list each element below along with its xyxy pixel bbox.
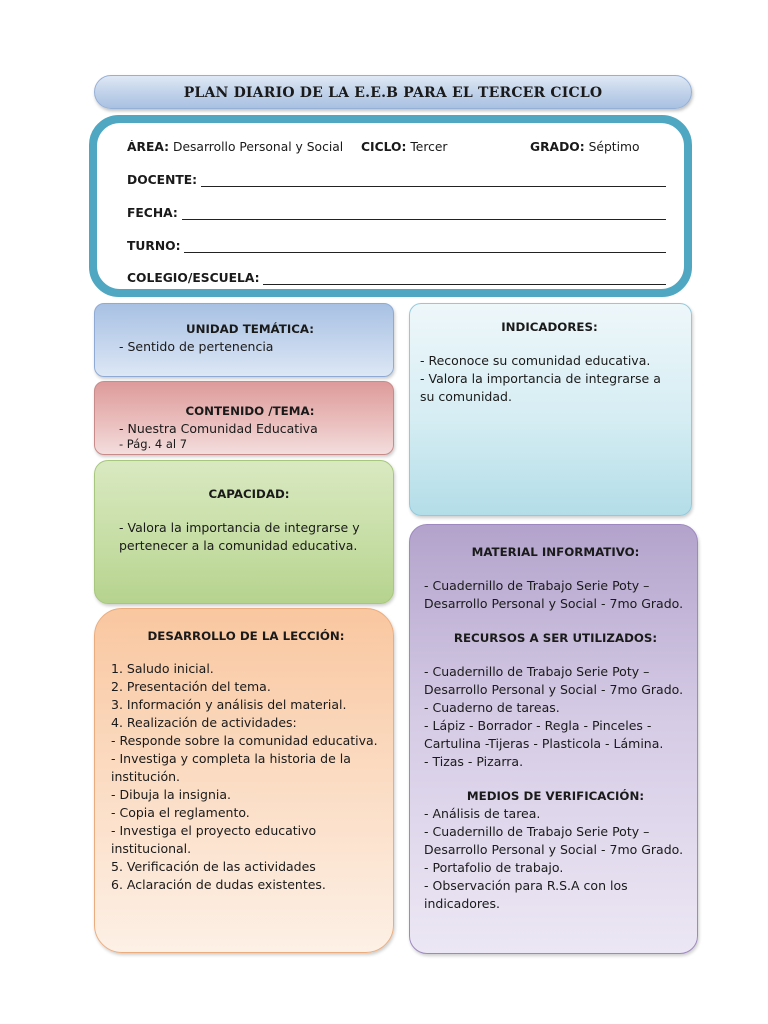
list-item: 4. Realización de actividades:	[111, 715, 297, 730]
list-item: - Copia el reglamento.	[111, 805, 250, 820]
unidad-heading: UNIDAD TEMÁTICA:	[186, 322, 314, 336]
fecha-label: FECHA:	[127, 206, 178, 220]
info-panel	[95, 121, 686, 291]
area-value: Desarrollo Personal y Social	[172, 140, 344, 154]
unidad-item: - Sentido de pertenencia	[119, 339, 274, 354]
indicadores-heading: INDICADORES:	[501, 320, 598, 334]
capacidad-panel	[94, 460, 394, 604]
capacidad-heading: CAPACIDAD:	[208, 487, 290, 501]
info-frame	[89, 115, 692, 297]
list-item: - Observación para R.S.A con los indicadores.	[424, 878, 628, 911]
list-item: - Valora la importancia de integrarse a su comunidad.	[420, 371, 661, 404]
list-item: 6. Aclaración de dudas existentes.	[111, 877, 326, 892]
list-item: - Cuadernillo de Trabajo Serie Poty – Desarrollo Personal y Social - 7mo Grado.	[424, 824, 684, 857]
turno-label: TURNO:	[127, 239, 181, 253]
ciclo-label: CICLO:	[361, 140, 407, 154]
list-item: - Cuaderno de tareas.	[424, 700, 560, 715]
info-row-docente	[127, 173, 666, 187]
colegio-label: COLEGIO/ESCUELA:	[127, 271, 260, 285]
medios-heading: MEDIOS DE VERIFICACIÓN:	[466, 789, 645, 803]
grado-label: GRADO:	[530, 140, 585, 154]
unidad-tematica-panel	[94, 303, 394, 377]
contenido-heading: CONTENIDO /TEMA:	[185, 404, 315, 418]
list-item: - Responde sobre la comunidad educativa.	[111, 733, 378, 748]
colegio-field[interactable]	[263, 274, 666, 285]
page-title: PLAN DIARIO DE LA E.E.B PARA EL TERCER CICLO	[94, 75, 692, 109]
ciclo-value: Tercer	[410, 140, 448, 154]
contenido-item: - Nuestra Comunidad Educativa	[119, 421, 318, 436]
desarrollo-panel	[94, 608, 394, 953]
docente-label: DOCENTE:	[127, 173, 198, 187]
docente-field[interactable]	[201, 176, 666, 187]
list-item: 2. Presentación del tema.	[111, 679, 271, 694]
list-item: - Análisis de tarea.	[424, 806, 541, 821]
info-row-colegio	[127, 271, 666, 285]
list-item: - Tizas - Pizarra.	[424, 754, 524, 769]
indicadores-panel	[409, 303, 692, 516]
list-item: - Portafolio de trabajo.	[424, 860, 564, 875]
list-item: 5. Verificación de las actividades	[111, 859, 316, 874]
capacidad-text: - Valora la importancia de integrarse y pertenecer a la comunidad educativa.	[119, 520, 360, 553]
info-row-turno	[127, 239, 666, 253]
desarrollo-list	[111, 660, 381, 894]
material-panel	[409, 524, 698, 954]
grado-value: Séptimo	[588, 140, 640, 154]
area-label: ÁREA:	[127, 140, 170, 154]
desarrollo-heading: DESARROLLO DE LA LECCIÓN:	[147, 629, 345, 643]
list-item: - Investiga el proyecto educativo institucional.	[111, 823, 317, 856]
info-row-grado	[530, 140, 666, 154]
list-item: - Lápiz - Borrador - Regla - Pinceles - Cartulina -Tijeras - Plasticola - Lámina.	[424, 718, 664, 751]
list-item: - Cuadernillo de Trabajo Serie Poty – Desarrollo Personal y Social - 7mo Grado.	[424, 664, 684, 697]
recursos-heading: RECURSOS A SER UTILIZADOS:	[453, 631, 658, 645]
contenido-item: - Pág. 4 al 7	[119, 437, 188, 451]
list-item: - Investiga y completa la historia de la institución.	[111, 751, 351, 784]
list-item: - Dibuja la insignia.	[111, 787, 231, 802]
list-item: - Reconoce su comunidad educativa.	[420, 353, 651, 368]
list-item: 3. Información y análisis del material.	[111, 697, 347, 712]
fecha-field[interactable]	[182, 209, 666, 220]
list-item: - Cuadernillo de Trabajo Serie Poty – Desarrollo Personal y Social - 7mo Grado.	[424, 578, 684, 611]
material-heading: MATERIAL INFORMATIVO:	[471, 545, 640, 559]
info-row-fecha	[127, 206, 666, 220]
contenido-panel	[94, 381, 394, 455]
turno-field[interactable]	[184, 242, 666, 253]
list-item: 1. Saludo inicial.	[111, 661, 214, 676]
